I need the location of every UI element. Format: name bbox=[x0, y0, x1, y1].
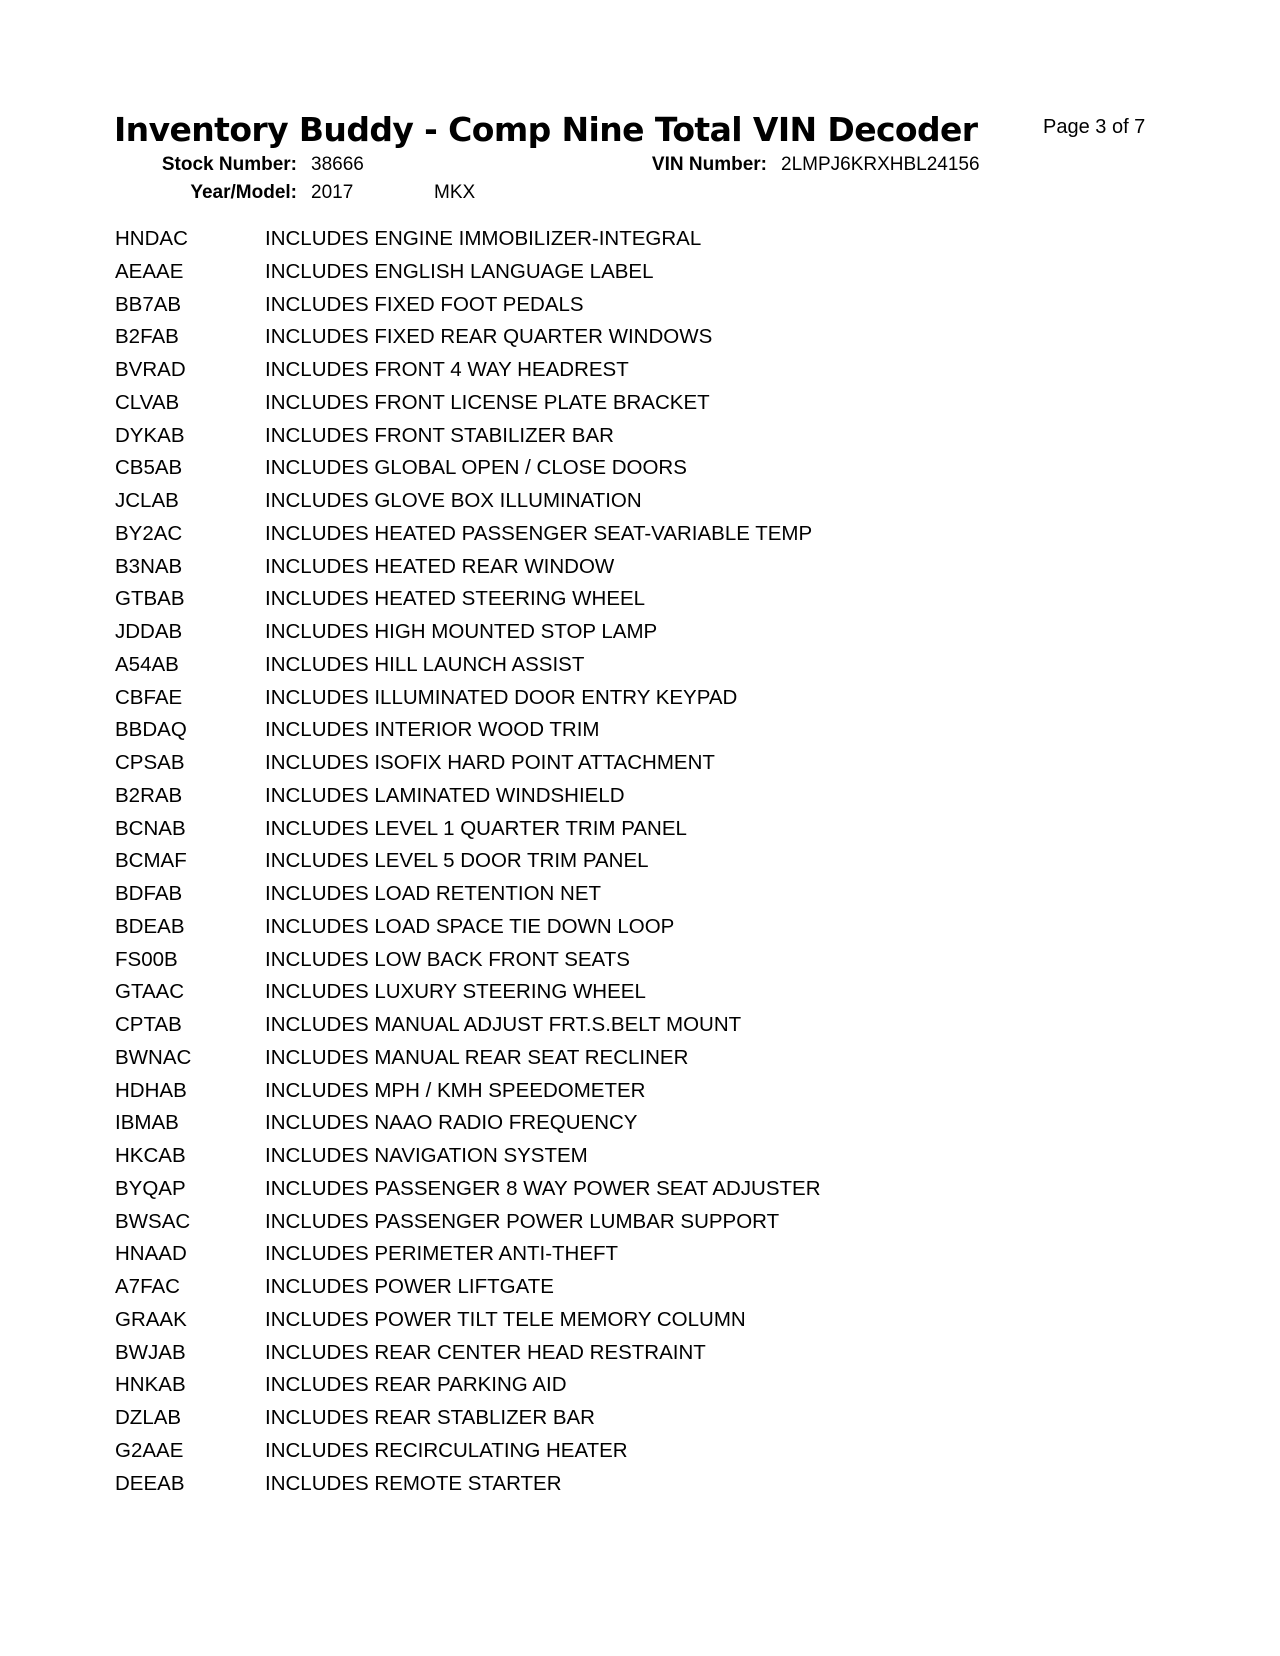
option-description: INCLUDES HIGH MOUNTED STOP LAMP bbox=[265, 620, 658, 643]
option-description: INCLUDES POWER TILT TELE MEMORY COLUMN bbox=[265, 1307, 746, 1331]
option-description: INCLUDES ILLUMINATED DOOR ENTRY KEYPAD bbox=[265, 685, 738, 709]
stock-number-value: 38666 bbox=[311, 154, 364, 175]
option-description: INCLUDES LEVEL 1 QUARTER TRIM PANEL bbox=[265, 816, 687, 840]
option-row bbox=[115, 784, 1015, 817]
option-code: BBDAQ bbox=[115, 718, 187, 742]
option-description: INCLUDES MANUAL REAR SEAT RECLINER bbox=[265, 1045, 689, 1069]
option-row bbox=[115, 620, 1015, 653]
option-code: JCLAB bbox=[115, 489, 179, 512]
option-code: GRAAK bbox=[115, 1307, 187, 1331]
option-code: BYQAP bbox=[115, 1176, 186, 1200]
option-description: INCLUDES MANUAL ADJUST FRT.S.BELT MOUNT bbox=[265, 1013, 742, 1036]
option-code: G2AAE bbox=[115, 1438, 184, 1462]
option-code: B2RAB bbox=[115, 783, 183, 807]
option-code: HNAAD bbox=[115, 1242, 187, 1266]
option-description: INCLUDES LOAD RETENTION NET bbox=[265, 882, 602, 905]
option-code: DZLAB bbox=[115, 1406, 182, 1429]
option-description: INCLUDES PASSENGER 8 WAY POWER SEAT ADJUSTER bbox=[265, 1176, 821, 1200]
option-row bbox=[115, 555, 1015, 588]
option-description: INCLUDES FRONT STABILIZER BAR bbox=[265, 423, 614, 447]
model-value: MKX bbox=[434, 182, 476, 203]
option-description: INCLUDES GLOBAL OPEN / CLOSE DOORS bbox=[265, 456, 687, 480]
option-code: CBFAE bbox=[115, 685, 183, 709]
option-row bbox=[115, 1275, 1015, 1308]
option-code: CPSAB bbox=[115, 751, 185, 774]
option-row bbox=[115, 1373, 1015, 1406]
option-code: IBMAB bbox=[115, 1111, 179, 1135]
option-code: AEAAE bbox=[115, 259, 184, 283]
document-title: Inventory Buddy - Comp Nine Total VIN Decoder bbox=[114, 110, 978, 149]
option-code: BWNAC bbox=[115, 1045, 192, 1069]
option-row bbox=[115, 882, 1015, 915]
year-value: 2017 bbox=[311, 182, 354, 203]
option-description: INCLUDES LEVEL 5 DOOR TRIM PANEL bbox=[265, 849, 649, 873]
option-row bbox=[115, 849, 1015, 882]
option-code: CB5AB bbox=[115, 456, 183, 480]
option-row bbox=[115, 260, 1015, 293]
option-row bbox=[115, 1177, 1015, 1210]
option-row bbox=[115, 1406, 1015, 1439]
option-description: INCLUDES ENGLISH LANGUAGE LABEL bbox=[265, 259, 654, 283]
option-code: BB7AB bbox=[115, 292, 182, 316]
option-row bbox=[115, 358, 1015, 391]
option-code: B3NAB bbox=[115, 554, 183, 578]
option-row bbox=[115, 522, 1015, 555]
option-description: INCLUDES NAAO RADIO FREQUENCY bbox=[265, 1111, 638, 1135]
option-description: INCLUDES GLOVE BOX ILLUMINATION bbox=[265, 489, 642, 512]
vin-number-value: 2LMPJ6KRXHBL24156 bbox=[781, 154, 980, 175]
option-code: CPTAB bbox=[115, 1013, 182, 1036]
option-description: INCLUDES HEATED REAR WINDOW bbox=[265, 554, 615, 578]
option-code: BWJAB bbox=[115, 1340, 186, 1364]
option-code: BWSAC bbox=[115, 1209, 191, 1233]
option-description: INCLUDES NAVIGATION SYSTEM bbox=[265, 1144, 588, 1167]
option-code: JDDAB bbox=[115, 620, 183, 643]
option-code: HNKAB bbox=[115, 1373, 186, 1397]
option-description: INCLUDES FIXED REAR QUARTER WINDOWS bbox=[265, 325, 713, 349]
option-description: INCLUDES FRONT 4 WAY HEADREST bbox=[265, 358, 629, 381]
option-row bbox=[115, 227, 1015, 260]
option-code: BDFAB bbox=[115, 882, 183, 905]
option-description: INCLUDES REAR STABLIZER BAR bbox=[265, 1406, 595, 1429]
option-description: INCLUDES FRONT LICENSE PLATE BRACKET bbox=[265, 390, 710, 414]
option-row bbox=[115, 1439, 1015, 1472]
option-row bbox=[115, 1046, 1015, 1079]
option-description: INCLUDES HEATED STEERING WHEEL bbox=[265, 587, 646, 611]
option-description: INCLUDES REMOTE STARTER bbox=[265, 1471, 562, 1495]
option-description: INCLUDES MPH / KMH SPEEDOMETER bbox=[265, 1078, 646, 1102]
option-row bbox=[115, 948, 1015, 981]
option-list bbox=[115, 227, 1015, 1504]
option-code: HKCAB bbox=[115, 1144, 186, 1167]
option-code: BCNAB bbox=[115, 816, 186, 840]
option-description: INCLUDES LAMINATED WINDSHIELD bbox=[265, 783, 625, 807]
option-row bbox=[115, 1210, 1015, 1243]
option-code: HDHAB bbox=[115, 1078, 187, 1102]
option-row bbox=[115, 1472, 1015, 1505]
option-row bbox=[115, 1341, 1015, 1374]
option-row bbox=[115, 587, 1015, 620]
option-row bbox=[115, 1013, 1015, 1046]
option-description: INCLUDES PASSENGER POWER LUMBAR SUPPORT bbox=[265, 1209, 780, 1233]
vin-number-label: VIN Number: bbox=[651, 154, 767, 175]
year-model-label: Year/Model: bbox=[190, 182, 297, 203]
option-row bbox=[115, 456, 1015, 489]
option-description: INCLUDES FIXED FOOT PEDALS bbox=[265, 292, 584, 316]
option-code: BDEAB bbox=[115, 914, 185, 938]
option-row bbox=[115, 817, 1015, 850]
option-row bbox=[115, 1111, 1015, 1144]
option-code: GTBAB bbox=[115, 587, 185, 611]
option-row bbox=[115, 1144, 1015, 1177]
option-code: CLVAB bbox=[115, 390, 180, 414]
option-description: INCLUDES HEATED PASSENGER SEAT-VARIABLE TEMP bbox=[265, 521, 813, 545]
option-description: INCLUDES REAR CENTER HEAD RESTRAINT bbox=[265, 1340, 706, 1364]
option-code: BY2AC bbox=[115, 521, 183, 545]
page-number: Page 3 of 7 bbox=[1043, 116, 1146, 138]
stock-number-label: Stock Number: bbox=[161, 154, 297, 175]
option-code: B2FAB bbox=[115, 325, 179, 349]
option-description: INCLUDES LOW BACK FRONT SEATS bbox=[265, 947, 630, 971]
option-row bbox=[115, 980, 1015, 1013]
option-code: A54AB bbox=[115, 652, 179, 676]
option-row bbox=[115, 424, 1015, 457]
option-code: BVRAD bbox=[115, 358, 186, 381]
option-row bbox=[115, 325, 1015, 358]
option-code: DYKAB bbox=[115, 423, 185, 447]
option-row bbox=[115, 686, 1015, 719]
option-code: FS00B bbox=[115, 947, 178, 971]
option-description: INCLUDES HILL LAUNCH ASSIST bbox=[265, 652, 585, 676]
option-code: BCMAF bbox=[115, 849, 187, 873]
option-description: INCLUDES LUXURY STEERING WHEEL bbox=[265, 980, 646, 1004]
option-row bbox=[115, 1308, 1015, 1341]
option-description: INCLUDES REAR PARKING AID bbox=[265, 1373, 567, 1397]
option-row bbox=[115, 391, 1015, 424]
option-description: INCLUDES RECIRCULATING HEATER bbox=[265, 1438, 628, 1462]
option-description: INCLUDES INTERIOR WOOD TRIM bbox=[265, 718, 600, 742]
option-code: GTAAC bbox=[115, 980, 185, 1004]
option-row bbox=[115, 751, 1015, 784]
option-row bbox=[115, 1079, 1015, 1112]
option-description: INCLUDES LOAD SPACE TIE DOWN LOOP bbox=[265, 914, 675, 938]
option-code: HNDAC bbox=[115, 227, 188, 250]
option-description: INCLUDES ENGINE IMMOBILIZER-INTEGRAL bbox=[265, 227, 702, 250]
option-row bbox=[115, 653, 1015, 686]
option-row bbox=[115, 489, 1015, 522]
option-row bbox=[115, 915, 1015, 948]
option-code: A7FAC bbox=[115, 1275, 180, 1298]
option-description: INCLUDES POWER LIFTGATE bbox=[265, 1275, 554, 1298]
option-description: INCLUDES ISOFIX HARD POINT ATTACHMENT bbox=[265, 751, 715, 774]
option-row bbox=[115, 293, 1015, 326]
option-description: INCLUDES PERIMETER ANTI-THEFT bbox=[265, 1242, 619, 1266]
option-code: DEEAB bbox=[115, 1471, 185, 1495]
option-row bbox=[115, 718, 1015, 751]
option-row bbox=[115, 1242, 1015, 1275]
